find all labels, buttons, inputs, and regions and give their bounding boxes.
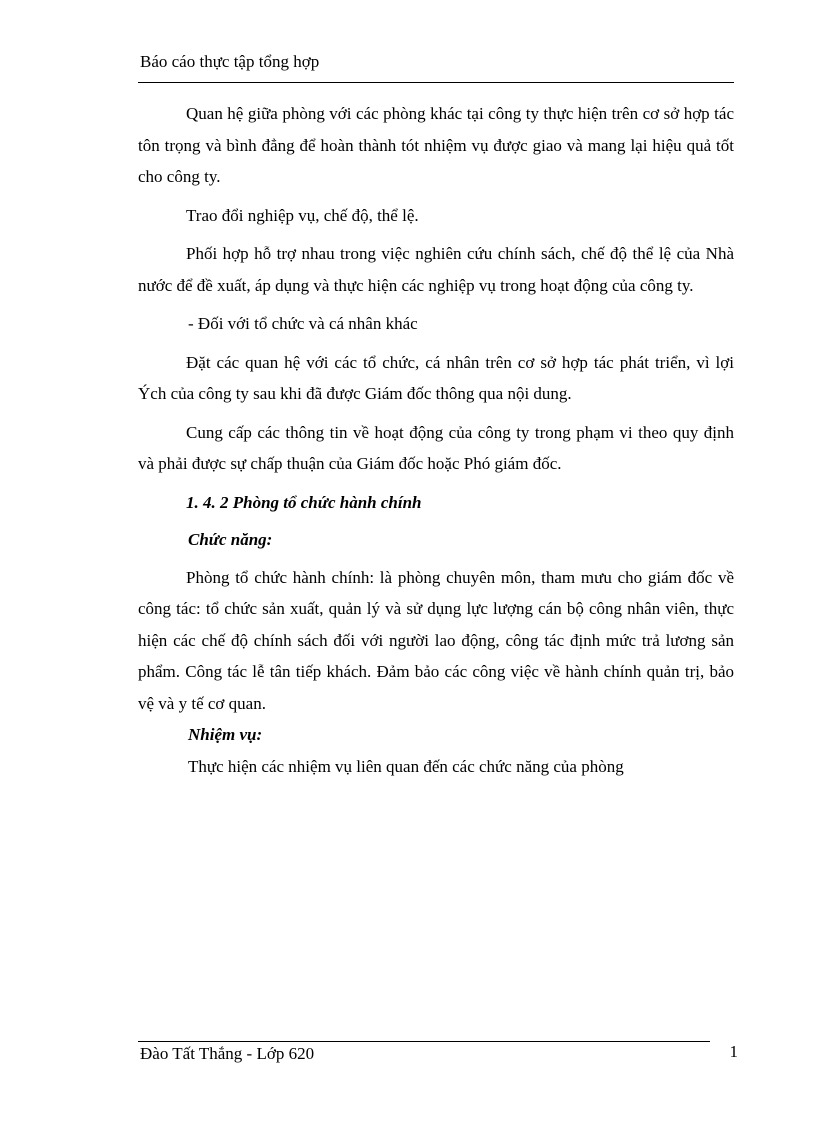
paragraph-exchange: Trao đổi nghiệp vụ, chế độ, thể lệ.	[186, 205, 419, 225]
page-body	[138, 98, 734, 789]
page-number: 1	[729, 1042, 738, 1061]
section-heading: 1. 4. 2 Phòng tổ chức hành chính	[186, 492, 422, 512]
footer-author: Đào Tất Thắng - Lớp 620	[140, 1044, 315, 1063]
paragraph-relations: Quan hệ giữa phòng với các phòng khác tại công ty thực hiện trên cơ sở hợp tác tôn trọng và bình đẳng để hoàn thành tót nhiệm vụ được giao và mang lại hiệu quả tốt cho công ty.	[138, 104, 734, 186]
paragraph-function: Phòng tổ chức hành chính: là phòng chuyên môn, tham mưu cho giám đốc về công tác: tổ chức sản xuất, quản lý và sử dụng lực lượng cán bộ công nhân viên, thực hiện các chế độ chính sách đối với người lao động, công tác định mức trả lương sản phẩm. Công tác lễ tân tiếp khách. Đảm bảo các công việc về hành chính quản trị, bảo vệ và y tế cơ quan.	[138, 567, 734, 713]
footer-divider	[138, 1041, 710, 1042]
paragraph-relations-organizations: Đặt các quan hệ với các tổ chức, cá nhân trên cơ sở hợp tác phát triển, vì lợi Ých của công ty sau khi đã được Giám đốc thông qua nội dung.	[138, 352, 734, 403]
function-label: Chức năng:	[188, 530, 273, 549]
header-divider	[138, 82, 734, 83]
page-header-title: Báo cáo thực tập tổng hợp	[140, 52, 320, 71]
duty-label: Nhiệm vụ:	[188, 725, 263, 744]
list-item-other-organizations: - Đối với tổ chức và cá nhân khác	[188, 314, 418, 333]
paragraph-cooperation: Phối hợp hỗ trợ nhau trong việc nghiên cứu chính sách, chế độ thể lệ của Nhà nước để đề xuất, áp dụng và thực hiện các nghiệp vụ trong hoạt động của công ty.	[138, 244, 734, 295]
paragraph-duty: Thực hiện các nhiệm vụ liên quan đến các chức năng của phòng	[188, 756, 624, 776]
paragraph-information: Cung cấp các thông tin về hoạt động của công ty trong phạm vi theo quy định và phải được sự chấp thuận của Giám đốc hoặc Phó giám đốc.	[138, 422, 734, 473]
